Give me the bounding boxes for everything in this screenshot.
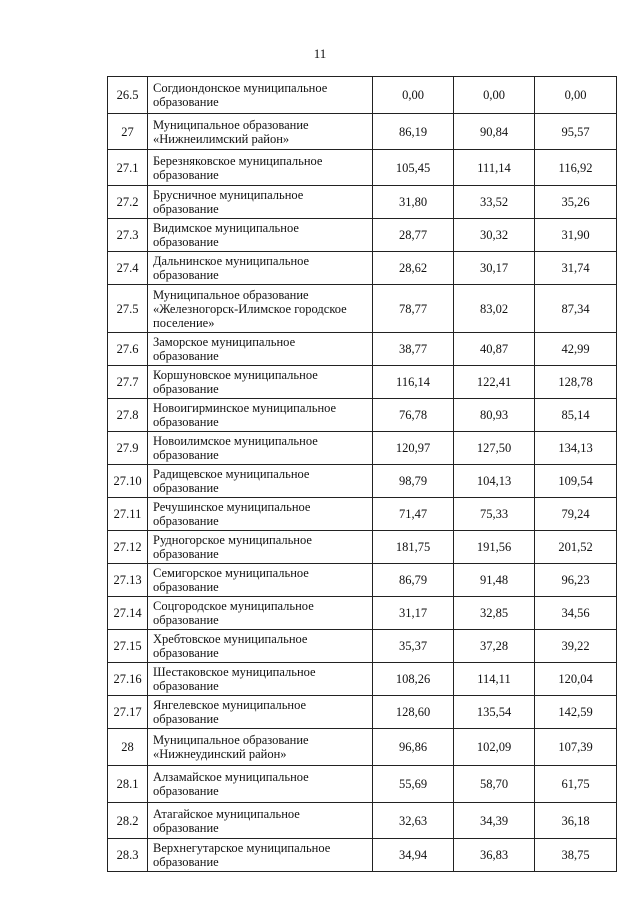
value-year-3: 134,13: [535, 432, 617, 465]
municipality-name-line: Шестаковское муниципальное: [153, 665, 316, 679]
value-year-2: 122,41: [454, 366, 535, 399]
municipality-name-line: Новоигирминское муниципальное: [153, 401, 337, 415]
municipality-name-line: Видимское муниципальное: [153, 221, 299, 235]
row-number: 28.3: [108, 839, 148, 872]
value-year-1: 120,97: [373, 432, 454, 465]
value-year-3: 39,22: [535, 630, 617, 663]
municipality-name: [148, 766, 373, 803]
municipality-name-line: образование: [153, 268, 219, 282]
municipality-name: [148, 219, 373, 252]
municipality-name: [148, 465, 373, 498]
row-number: 27.14: [108, 597, 148, 630]
table-row: [108, 285, 617, 333]
municipality-name-line: образование: [153, 167, 219, 182]
row-number: 27.9: [108, 432, 148, 465]
municipality-name-line: Янгелевское муниципальное: [153, 698, 307, 712]
municipality-name-line: Алзамайское муниципальное: [153, 770, 309, 784]
value-year-3: 31,90: [535, 219, 617, 252]
municipality-name-line: Рудногорское муниципальное: [153, 533, 312, 547]
municipality-name: [148, 564, 373, 597]
table-row: [108, 663, 617, 696]
municipality-name-line: Согдиондонское муниципальное: [153, 81, 328, 95]
municipality-name-line: Атагайское муниципальное: [153, 806, 300, 821]
table-row: [108, 114, 617, 150]
value-year-3: 201,52: [535, 531, 617, 564]
value-year-1: 0,00: [373, 77, 454, 114]
municipality-name-line: «Нижнеудинский район»: [153, 747, 287, 761]
table-row: [108, 498, 617, 531]
row-number: 27.7: [108, 366, 148, 399]
value-year-1: 71,47: [373, 498, 454, 531]
row-number: 27.4: [108, 252, 148, 285]
table-row: [108, 432, 617, 465]
municipality-name-line: образование: [153, 235, 219, 249]
value-year-1: 76,78: [373, 399, 454, 432]
municipality-name-line: образование: [153, 679, 219, 693]
municipality-name-line: образование: [153, 784, 219, 798]
table-row: [108, 803, 617, 839]
value-year-3: 96,23: [535, 564, 617, 597]
table-row: [108, 564, 617, 597]
table-row: [108, 186, 617, 219]
value-year-3: 38,75: [535, 839, 617, 872]
municipality-name-line: Муниципальное образование: [153, 117, 309, 132]
value-year-1: 28,62: [373, 252, 454, 285]
value-year-2: 191,56: [454, 531, 535, 564]
municipality-name-line: поселение»: [153, 315, 215, 330]
value-year-3: 36,18: [535, 803, 617, 839]
municipality-name: [148, 839, 373, 872]
municipality-name: [148, 77, 373, 114]
row-number: 27.15: [108, 630, 148, 663]
value-year-1: 31,80: [373, 186, 454, 219]
row-number: 27.5: [108, 285, 148, 333]
row-number: 27.2: [108, 186, 148, 219]
municipality-name-line: образование: [153, 580, 219, 594]
value-year-2: 32,85: [454, 597, 535, 630]
value-year-1: 98,79: [373, 465, 454, 498]
municipality-name-line: Дальнинское муниципальное: [153, 254, 310, 268]
municipality-name-line: Хребтовское муниципальное: [153, 632, 308, 646]
value-year-2: 36,83: [454, 839, 535, 872]
table-row: [108, 366, 617, 399]
value-year-2: 114,11: [454, 663, 535, 696]
municipality-name: [148, 399, 373, 432]
municipality-name-line: Соцгородское муниципальное: [153, 599, 314, 613]
table-row: [108, 531, 617, 564]
table-row: [108, 630, 617, 663]
row-number: 27: [108, 114, 148, 150]
row-number: 27.13: [108, 564, 148, 597]
table-row: [108, 219, 617, 252]
value-year-2: 37,28: [454, 630, 535, 663]
value-year-3: 0,00: [535, 77, 617, 114]
value-year-2: 102,09: [454, 729, 535, 766]
municipality-name-line: Речушинское муниципальное: [153, 500, 311, 514]
value-year-1: 105,45: [373, 150, 454, 186]
value-year-3: 120,04: [535, 663, 617, 696]
value-year-2: 34,39: [454, 803, 535, 839]
table-row: [108, 597, 617, 630]
value-year-2: 127,50: [454, 432, 535, 465]
value-year-2: 0,00: [454, 77, 535, 114]
municipality-name: [148, 252, 373, 285]
value-year-2: 30,32: [454, 219, 535, 252]
municipality-name-line: «Железногорск-Илимское городское: [153, 301, 347, 316]
municipality-name: [148, 531, 373, 564]
municipality-name: [148, 729, 373, 766]
table-row: [108, 729, 617, 766]
value-year-2: 91,48: [454, 564, 535, 597]
municipality-name-line: образование: [153, 820, 219, 835]
municipality-name: [148, 366, 373, 399]
row-number: 27.1: [108, 150, 148, 186]
row-number: 27.3: [108, 219, 148, 252]
municipality-name: [148, 432, 373, 465]
value-year-1: 28,77: [373, 219, 454, 252]
value-year-1: 116,14: [373, 366, 454, 399]
municipality-name: [148, 630, 373, 663]
value-year-3: 42,99: [535, 333, 617, 366]
table-row: [108, 399, 617, 432]
value-year-2: 135,54: [454, 696, 535, 729]
table-row: [108, 77, 617, 114]
row-number: 27.11: [108, 498, 148, 531]
municipality-name: [148, 114, 373, 150]
municipality-name-line: образование: [153, 382, 219, 396]
table-row: [108, 696, 617, 729]
row-number: 27.8: [108, 399, 148, 432]
municipality-name-line: Новоилимское муниципальное: [153, 434, 318, 448]
page-number: 11: [313, 46, 327, 61]
value-year-3: 79,24: [535, 498, 617, 531]
table-row: [108, 333, 617, 366]
value-year-3: 61,75: [535, 766, 617, 803]
municipality-name: [148, 285, 373, 333]
municipality-name-line: Муниципальное образование: [153, 287, 309, 302]
row-number: 28.1: [108, 766, 148, 803]
municipality-name-line: Семигорское муниципальное: [153, 566, 309, 580]
value-year-1: 55,69: [373, 766, 454, 803]
municipality-name-line: образование: [153, 547, 219, 561]
value-year-1: 32,63: [373, 803, 454, 839]
table-row: [108, 150, 617, 186]
municipality-name-line: Заморское муниципальное: [153, 335, 296, 349]
value-year-3: 116,92: [535, 150, 617, 186]
value-year-2: 90,84: [454, 114, 535, 150]
municipality-name-line: образование: [153, 613, 219, 627]
municipality-name-line: образование: [153, 95, 219, 109]
row-number: 28.2: [108, 803, 148, 839]
municipality-name-line: образование: [153, 202, 219, 216]
value-year-1: 78,77: [373, 285, 454, 333]
municipality-name-line: Брусничное муниципальное: [153, 188, 304, 202]
table-body: [108, 77, 617, 872]
municipality-name: [148, 663, 373, 696]
value-year-1: 34,94: [373, 839, 454, 872]
row-number: 27.6: [108, 333, 148, 366]
municipality-name-line: образование: [153, 514, 219, 528]
value-year-1: 86,19: [373, 114, 454, 150]
value-year-2: 40,87: [454, 333, 535, 366]
value-year-1: 35,37: [373, 630, 454, 663]
value-year-2: 33,52: [454, 186, 535, 219]
municipality-name-line: Березняковское муниципальное: [153, 153, 323, 168]
municipality-name-line: образование: [153, 415, 219, 429]
municipality-name: [148, 597, 373, 630]
budget-table: [107, 76, 617, 872]
value-year-1: 108,26: [373, 663, 454, 696]
value-year-2: 80,93: [454, 399, 535, 432]
value-year-2: 111,14: [454, 150, 535, 186]
value-year-1: 128,60: [373, 696, 454, 729]
value-year-3: 87,34: [535, 285, 617, 333]
municipality-name: [148, 498, 373, 531]
row-number: 27.16: [108, 663, 148, 696]
table-row: [108, 839, 617, 872]
value-year-2: 30,17: [454, 252, 535, 285]
value-year-3: 85,14: [535, 399, 617, 432]
row-number: 28: [108, 729, 148, 766]
value-year-3: 95,57: [535, 114, 617, 150]
value-year-3: 109,54: [535, 465, 617, 498]
municipality-name: [148, 333, 373, 366]
table-row: [108, 465, 617, 498]
value-year-1: 31,17: [373, 597, 454, 630]
municipality-name-line: образование: [153, 712, 219, 726]
municipality-name-line: образование: [153, 481, 219, 495]
value-year-2: 104,13: [454, 465, 535, 498]
value-year-3: 31,74: [535, 252, 617, 285]
municipality-name-line: Радищевское муниципальное: [153, 467, 310, 481]
municipality-name-line: образование: [153, 448, 219, 462]
row-number: 27.17: [108, 696, 148, 729]
row-number: 27.10: [108, 465, 148, 498]
municipality-name-line: Коршуновское муниципальное: [153, 368, 318, 382]
municipality-name: [148, 803, 373, 839]
row-number: 26.5: [108, 77, 148, 114]
value-year-1: 181,75: [373, 531, 454, 564]
table-row: [108, 766, 617, 803]
table-row: [108, 252, 617, 285]
value-year-3: 142,59: [535, 696, 617, 729]
value-year-1: 96,86: [373, 729, 454, 766]
value-year-3: 128,78: [535, 366, 617, 399]
value-year-3: 107,39: [535, 729, 617, 766]
municipality-name-line: образование: [153, 855, 219, 869]
value-year-1: 86,79: [373, 564, 454, 597]
municipality-name: [148, 150, 373, 186]
value-year-3: 34,56: [535, 597, 617, 630]
row-number: 27.12: [108, 531, 148, 564]
value-year-2: 83,02: [454, 285, 535, 333]
municipality-name-line: Муниципальное образование: [153, 733, 309, 747]
municipality-name: [148, 696, 373, 729]
municipality-name-line: «Нижнеилимский район»: [153, 131, 290, 146]
value-year-2: 58,70: [454, 766, 535, 803]
municipality-name-line: образование: [153, 349, 219, 363]
value-year-3: 35,26: [535, 186, 617, 219]
value-year-2: 75,33: [454, 498, 535, 531]
value-year-1: 38,77: [373, 333, 454, 366]
municipality-name-line: образование: [153, 646, 219, 660]
municipality-name: [148, 186, 373, 219]
municipality-name-line: Верхнегутарское муниципальное: [153, 841, 331, 855]
